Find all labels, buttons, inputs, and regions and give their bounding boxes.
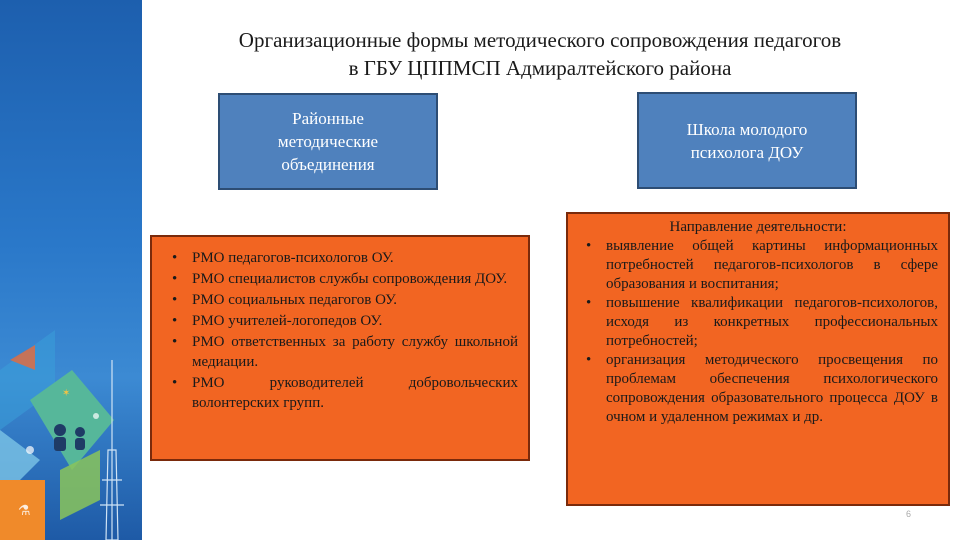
- school-box: [637, 92, 857, 189]
- direction-box: [566, 212, 950, 506]
- education-mosaic-icon: [0, 330, 142, 540]
- list-item: • РМО руководителей добровольческих волонтерских групп.: [172, 375, 518, 411]
- rmo-list-box: [150, 235, 530, 461]
- page-number: 6: [906, 509, 912, 519]
- svg-text:✶: ✶: [62, 388, 71, 399]
- list-item: • организация методического просвещения по проблемам обеспечения психологического сопровождения образовательного процесса ДОУ в очном и удаленном режимах и др.: [586, 352, 938, 425]
- list-item: • РМО ответственных за работу службу школьной медиации.: [172, 334, 518, 370]
- list-item: • выявление общей картины информационных потребностей педагогов-психологов в сфере образования и воспитания;: [586, 238, 938, 292]
- direction-heading: Направление деятельности:: [669, 219, 847, 235]
- list-item: • повышение квалификации педагогов-психологов, исходя из конкретных профессиональных потребностей;: [586, 295, 938, 349]
- rmo-box: [218, 93, 438, 190]
- admiralty-spire-icon: [100, 360, 124, 540]
- slide-title: [160, 26, 920, 82]
- svg-text:⚗: ⚗: [18, 504, 31, 519]
- list-item: • РМО педагогов-психологов ОУ.: [172, 250, 394, 266]
- rmo-box-label: Районные методические объединения: [277, 109, 379, 174]
- list-item: • РМО учителей-логопедов ОУ.: [172, 313, 383, 329]
- list-item: • РМО социальных педагогов ОУ.: [172, 292, 398, 308]
- title-line-2: в ГБУ ЦППМСП Адмиралтейского района: [348, 56, 732, 80]
- rmo-list: [172, 248, 518, 413]
- direction-list: [586, 237, 938, 427]
- school-box-label: Школа молодого психолога ДОУ: [686, 119, 808, 162]
- sidebar-decoration: [0, 0, 142, 540]
- title-line-1: Организационные формы методического сопровождения педагогов: [238, 28, 842, 52]
- list-item: • РМО специалистов службы сопровождения ДОУ.: [172, 271, 508, 287]
